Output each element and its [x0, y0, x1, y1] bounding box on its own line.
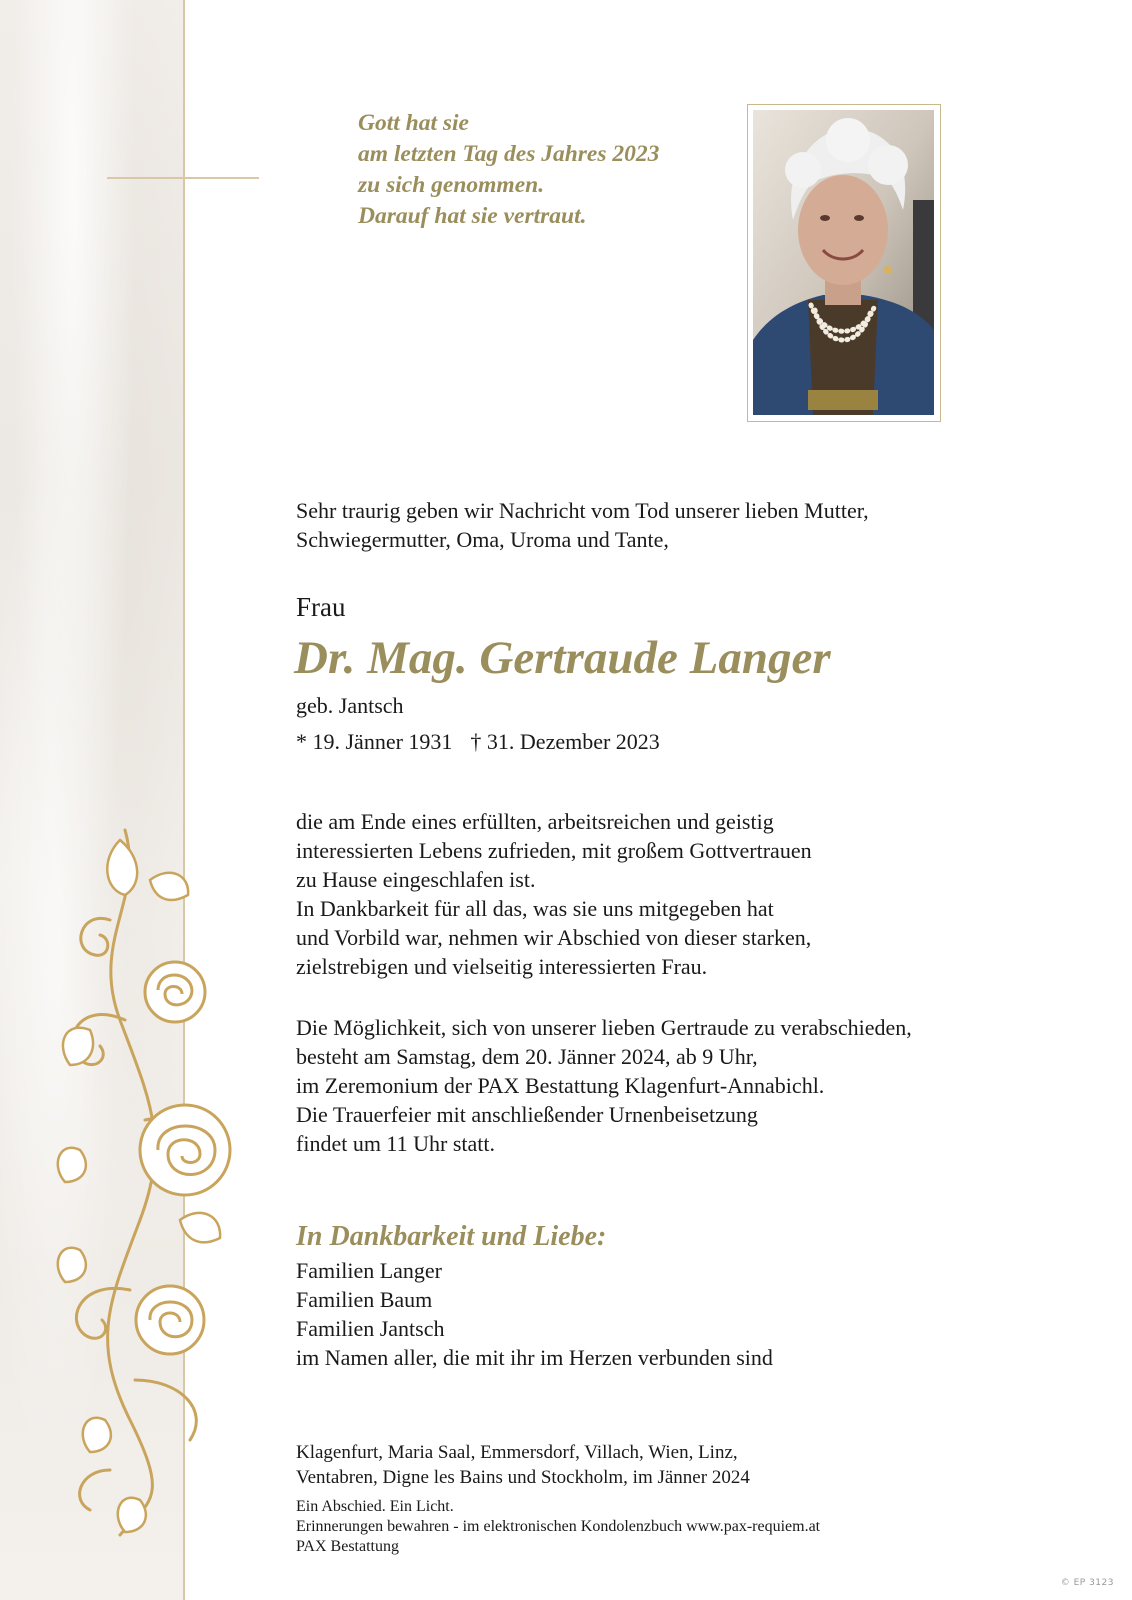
- places-line: Klagenfurt, Maria Saal, Emmersdorf, Villach, Wien, Linz,: [296, 1442, 738, 1463]
- body-line: zu Hause eingeschlafen ist.: [296, 867, 536, 892]
- body-line: Die Möglichkeit, sich von unserer lieben Gertraude zu verabschieden,: [296, 1015, 912, 1040]
- footer-line: Ein Abschied. Ein Licht.: [296, 1498, 454, 1515]
- body-line: besteht am Samstag, dem 20. Jänner 2024, ab 9 Uhr,: [296, 1044, 758, 1069]
- motto-line: Darauf hat sie vertraut.: [358, 203, 587, 229]
- print-code: © EP 3123: [1060, 1578, 1114, 1588]
- body-line: die am Ende eines erfüllten, arbeitsreichen und geistig: [296, 809, 774, 834]
- places-and-date: [296, 1440, 750, 1490]
- death-date: † 31. Dezember 2023: [470, 729, 660, 754]
- footer-note: [296, 1497, 820, 1557]
- body-line: In Dankbarkeit für all das, was sie uns mitgegeben hat: [296, 896, 774, 921]
- body-line: findet um 11 Uhr statt.: [296, 1131, 495, 1156]
- motto-line: zu sich genommen.: [358, 172, 545, 198]
- body-line: zielstrebigen und vielseitig interessierten Frau.: [296, 954, 708, 979]
- mourner-line: im Namen aller, die mit ihr im Herzen verbunden sind: [296, 1345, 773, 1370]
- motto-line: Gott hat sie: [358, 110, 469, 136]
- deceased-name: Dr. Mag. Gertraude Langer: [294, 632, 831, 684]
- motto-line: am letzten Tag des Jahres 2023: [358, 141, 660, 167]
- horizontal-accent-line: [107, 177, 259, 179]
- footer-line: Erinnerungen bewahren - im elektronischen Kondolenzbuch www.pax-requiem.at: [296, 1518, 821, 1535]
- intro-line: Sehr traurig geben wir Nachricht vom Tod unserer lieben Mutter,: [296, 498, 869, 523]
- body-line: im Zeremonium der PAX Bestattung Klagenfurt-Annabichl.: [296, 1073, 825, 1098]
- birth-name: geb. Jantsch: [296, 693, 404, 718]
- motto-quote: [358, 108, 718, 232]
- mourners-heading: In Dankbarkeit und Liebe:: [296, 1221, 607, 1252]
- body-line: interessierten Lebens zufrieden, mit großem Gottvertrauen: [296, 838, 812, 863]
- body-line: und Vorbild war, nehmen wir Abschied von dieser starken,: [296, 925, 812, 950]
- mourner-line: Familien Baum: [296, 1287, 433, 1312]
- mourners-list: [296, 1256, 773, 1372]
- body-line: Die Trauerfeier mit anschließender Urnenbeisetzung: [296, 1102, 758, 1127]
- places-line: Ventabren, Digne les Bains und Stockholm, im Jänner 2024: [296, 1467, 750, 1488]
- intro-line: Schwiegermutter, Oma, Uroma und Tante,: [296, 527, 669, 552]
- life-dates: [296, 727, 678, 756]
- portrait-frame: [747, 104, 941, 422]
- body-paragraph-2: [296, 1013, 912, 1158]
- salutation: Frau: [296, 592, 346, 622]
- birth-date: * 19. Jänner 1931: [296, 729, 453, 754]
- portrait-photo: [753, 110, 934, 415]
- mourner-line: Familien Langer: [296, 1258, 443, 1283]
- intro-text: [296, 496, 869, 554]
- mourner-line: Familien Jantsch: [296, 1316, 445, 1341]
- rose-vine-ornament-icon: [50, 820, 250, 1540]
- footer-line: PAX Bestattung: [296, 1538, 399, 1555]
- body-paragraph-1: [296, 807, 812, 981]
